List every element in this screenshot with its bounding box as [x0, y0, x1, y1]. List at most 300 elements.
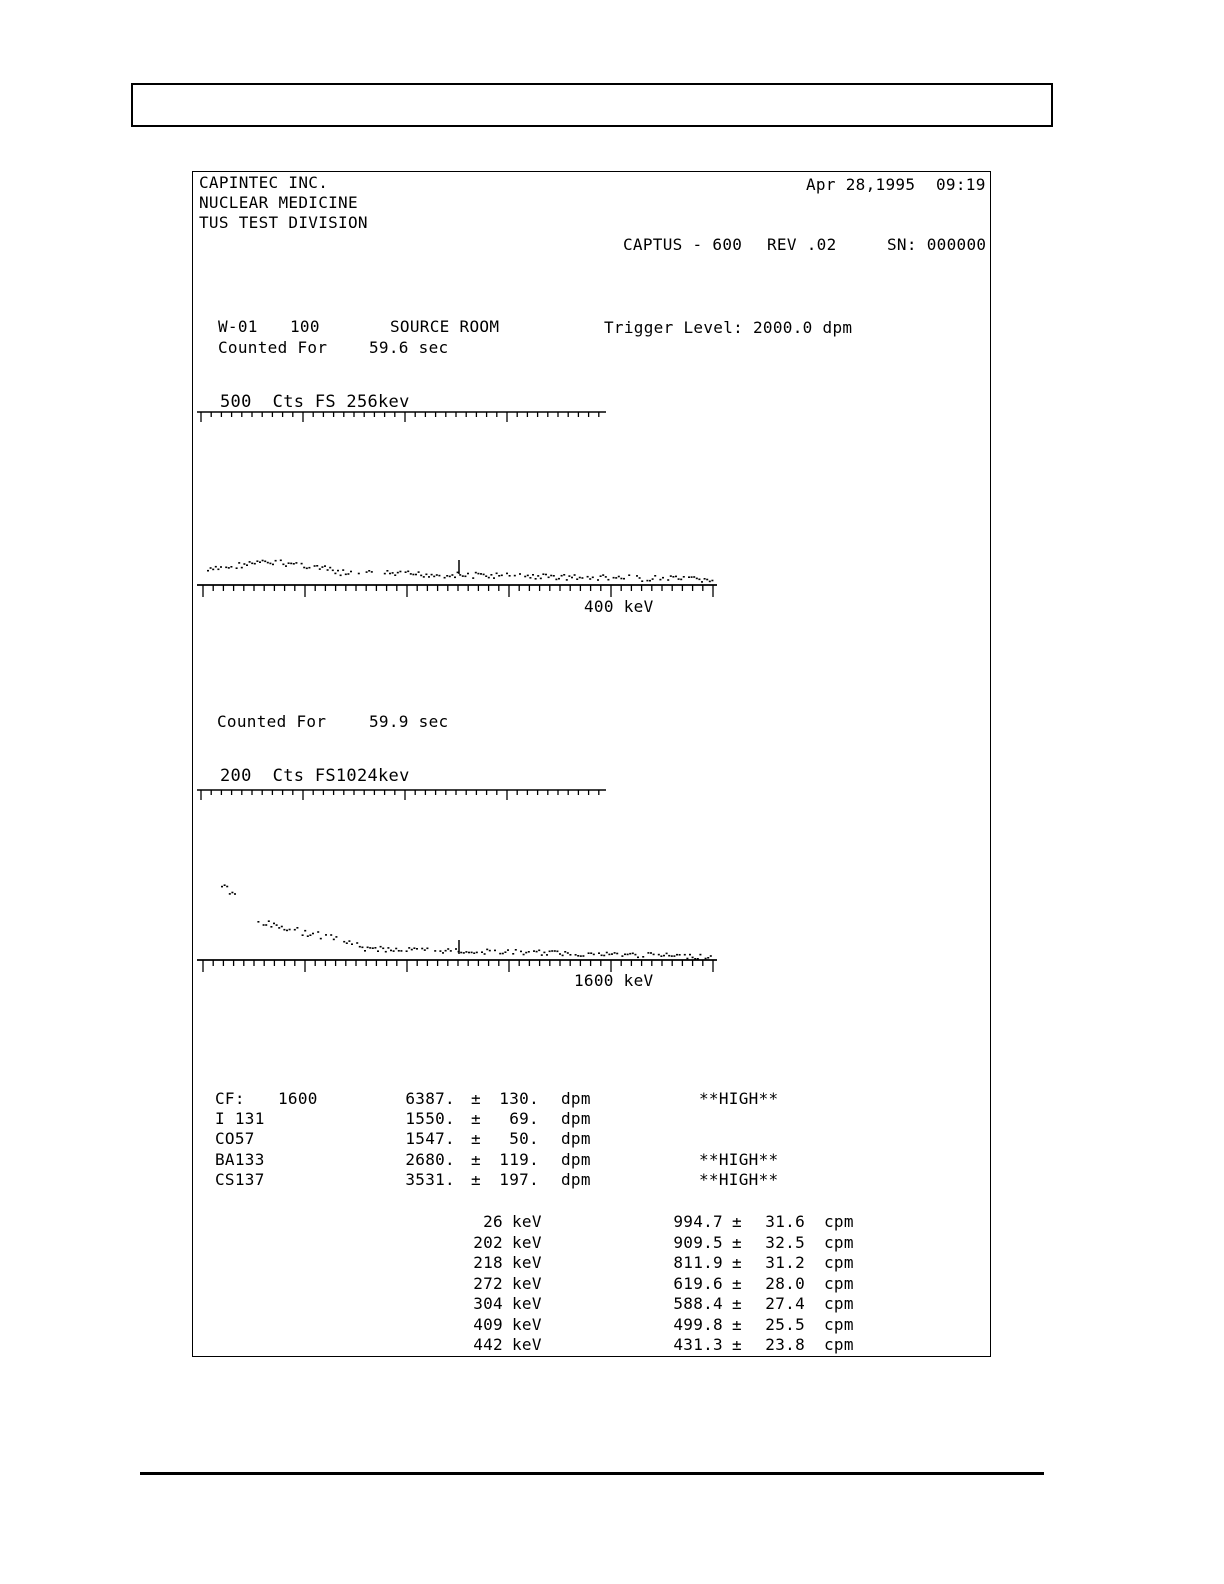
spectrum1-trace-point [269, 563, 271, 565]
page-header-box [131, 83, 1053, 127]
spectrum2-trace-point [673, 955, 675, 957]
energy-value: 431.3 [673, 1335, 723, 1354]
spectrum2-trace-point [575, 954, 577, 956]
spectrum2-trace-point [556, 951, 558, 953]
spectrum2-trace-point [289, 929, 291, 931]
spectrum1-trace-point [220, 566, 222, 568]
spectrum1-trace-point [337, 570, 339, 572]
spectrum2-trace-point [364, 950, 366, 952]
spectrum1-trace-point [519, 573, 521, 575]
spectrum1-trace-point [462, 575, 464, 577]
spectrum2-trace-point [627, 954, 629, 956]
spectrum1-trace-point [711, 580, 713, 582]
spectrum1-trace-point [433, 576, 435, 578]
energy-kev: 218 [473, 1253, 503, 1272]
spectrum2-trace-point [637, 957, 639, 959]
spectrum1-trace-point [589, 578, 591, 580]
spectrum2-trace-point [229, 893, 231, 895]
spectrum1-trace-point [384, 573, 386, 575]
spectrum2-trace-point [374, 947, 376, 949]
spectrum1-trace-point [428, 576, 430, 578]
spectrum1-trace-point [217, 569, 219, 571]
spectrum1-trace-point [587, 576, 589, 578]
result-unit: dpm [561, 1150, 591, 1169]
spectrum1-trace-point [514, 575, 516, 577]
spectrum2-counted-value: 59.9 sec [369, 712, 449, 731]
spectrum2-trace-point [504, 951, 506, 953]
spectrum2-trace-point [442, 952, 444, 954]
spectrum1-counted-value: 59.6 sec [369, 338, 449, 357]
energy-pm: ± [732, 1232, 742, 1252]
spectrum2-trace-point [616, 953, 618, 955]
spectrum2-trace-point [234, 893, 236, 895]
spectrum1-trace-point [550, 575, 552, 577]
spectrum1-trace-point [675, 576, 677, 578]
spectrum1-trace-point [667, 579, 669, 581]
spectrum1-trace-point [215, 566, 217, 568]
spectrum1-trace-point [558, 578, 560, 580]
spectrum1-trace-point [423, 576, 425, 578]
division-name: TUS TEST DIVISION [199, 213, 368, 232]
spectrum1-trace-point [654, 575, 656, 577]
spectrum2-trace-point [668, 955, 670, 957]
spectrum2-trace-point [434, 950, 436, 952]
energy-unit: keV [512, 1253, 542, 1272]
spectrum1-trace-point [251, 563, 253, 565]
result-err: 119. [499, 1150, 539, 1169]
spectrum1-trace-point [386, 570, 388, 572]
spectrum2-trace-point [390, 950, 392, 952]
spectrum2-trace-point [541, 954, 543, 956]
spectrum1-trace-point [334, 573, 336, 575]
energy-unit: keV [512, 1232, 542, 1252]
spectrum1-trace-point [678, 578, 680, 580]
spectrum2-trace-point [372, 947, 374, 949]
spectrum-axes [197, 412, 717, 972]
spectrum2-trace-point [346, 942, 348, 944]
spectrum2-trace-point [624, 954, 626, 956]
spectrum2-trace-point [632, 953, 634, 955]
spectrum2-trace-point [676, 954, 678, 956]
spectrum1-trace-point [306, 568, 308, 570]
spectrum1-trace-point [449, 576, 451, 578]
spectrum2-trace-point [411, 949, 413, 951]
spectrum1-trace-point [628, 574, 630, 576]
spectrum2-trace-point [562, 955, 564, 957]
spectrum2-trace-point [567, 952, 569, 954]
energy-kev: 409 [473, 1314, 503, 1334]
spectrum2-trace-point [684, 954, 686, 956]
spectrum1-trace-point [407, 571, 409, 573]
spectrum1-trace-point [563, 574, 565, 576]
spectrum1-trace-point [566, 579, 568, 581]
spectrum2-trace-point [398, 950, 400, 952]
spectrum2-trace-point [569, 954, 571, 956]
spectrum1-trace-point [275, 560, 277, 562]
spectrum1-trace-point [649, 580, 651, 582]
spectrum2-trace-point [658, 954, 660, 956]
result-value: 3531. [405, 1170, 455, 1189]
spectrum2-trace-point [515, 949, 517, 951]
energy-cunit: cpm [824, 1253, 854, 1272]
spectrum2-trace-point [226, 886, 228, 888]
spectrum1-trace-point [579, 577, 581, 579]
spectrum2-trace-point [387, 947, 389, 949]
spectrum2-trace-point [351, 943, 353, 945]
spectrum1-trace-point [636, 575, 638, 577]
spectrum1-trace-point [446, 575, 448, 577]
spectrum1-trace-point [524, 576, 526, 578]
sample-location: SOURCE ROOM [390, 317, 500, 336]
spectrum2-trace-point [582, 955, 584, 957]
spectrum2-trace-point [231, 892, 233, 894]
spectrum2-trace-point [507, 949, 509, 951]
result-pm: ± [471, 1089, 481, 1108]
spectrum2-trace-point [614, 952, 616, 954]
spectrum1-trace-point [618, 576, 620, 578]
energy-pm: ± [732, 1335, 742, 1354]
spectrum1-trace-point [256, 560, 258, 562]
spectrum2-trace-point [312, 933, 314, 935]
spectrum2-trace-point [408, 947, 410, 949]
spectrum1-trace-point [464, 576, 466, 578]
spectrum1-trace-point [561, 575, 563, 577]
spectrum2-trace-point [369, 947, 371, 949]
spectrum2-trace-point [330, 934, 332, 936]
spectrum2-trace-point [473, 952, 475, 954]
spectrum1-axis-label: 400 keV [584, 597, 654, 616]
result-unit: dpm [561, 1109, 591, 1128]
result-value: 1547. [405, 1129, 455, 1148]
result-flag: **HIGH** [699, 1089, 779, 1108]
spectrum2-trace-point [601, 955, 603, 957]
spectrum1-trace-point [571, 577, 573, 579]
spectrum1-trace-point [527, 575, 529, 577]
spectrum2-trace-point [593, 954, 595, 956]
spectrum-printout [192, 171, 991, 1357]
spectrum2-trace-point [281, 926, 283, 928]
spectrum2-trace-point [679, 954, 681, 956]
spectrum1-trace-point [324, 565, 326, 567]
spectrum2-trace-point [481, 951, 483, 953]
spectrum2-trace-point [224, 884, 226, 886]
spectrum1-trace-point [704, 578, 706, 580]
spectrum1-trace-point [321, 566, 323, 568]
spectrum2-trace-point [520, 951, 522, 953]
energy-cunit: cpm [824, 1335, 854, 1354]
spectrum2-trace-point [603, 955, 605, 957]
result-err: 69. [509, 1109, 539, 1128]
energy-value: 588.4 [673, 1294, 723, 1313]
spectrum1-trace-point [238, 562, 240, 564]
spectrum2-trace-point [413, 947, 415, 949]
spectrum2-trace-point [502, 953, 504, 955]
spectrum2-trace-point [564, 951, 566, 953]
spectrum1-trace-point [483, 574, 485, 576]
spectrum2-trace-point [265, 924, 267, 926]
spectrum2-trace-point [343, 941, 345, 943]
spectrum2-trace-point [447, 948, 449, 950]
spectrum1-trace-point [329, 567, 331, 569]
spectrum1-trace-point [397, 572, 399, 574]
result-pm: ± [471, 1109, 481, 1128]
spectrum2-trace-point [356, 942, 358, 944]
spectrum2-trace-point [697, 958, 699, 960]
print-date: Apr 28,1995 [806, 175, 916, 194]
spectrum2-trace-point [546, 954, 548, 956]
spectrum2-trace-point [439, 950, 441, 952]
result-pm: ± [471, 1150, 481, 1169]
result-flag: **HIGH** [699, 1150, 779, 1169]
spectrum2-axis-label: 1600 keV [574, 971, 654, 990]
spectrum2-trace-point [455, 948, 457, 950]
spectrum1-trace-point [535, 578, 537, 580]
spectrum1-trace-point [246, 564, 248, 566]
result-value: 1550. [405, 1109, 455, 1128]
energy-kev: 202 [473, 1232, 503, 1252]
result-unit: dpm [561, 1089, 591, 1108]
spectrum2-trace-point [554, 950, 556, 952]
energy-pm: ± [732, 1294, 742, 1313]
spectrum2-trace-point [611, 953, 613, 955]
result-err: 130. [499, 1089, 539, 1108]
spectrum1-trace-point [568, 575, 570, 577]
energy-err: 32.5 [765, 1232, 805, 1252]
spectrum2-trace-point [460, 952, 462, 954]
result-err: 197. [499, 1170, 539, 1189]
spectrum-plots [193, 172, 989, 1355]
energy-pm: ± [732, 1314, 742, 1334]
spectrum1-trace-point [475, 572, 477, 574]
spectrum1-trace-point [262, 560, 264, 562]
spectrum1-trace-point [485, 575, 487, 577]
spectrum2-trace-point [689, 954, 691, 956]
result-name: CO57 [215, 1129, 255, 1148]
spectrum1-trace-point [597, 579, 599, 581]
spectrum2-trace-point [304, 930, 306, 932]
spectrum2-trace-point [551, 950, 553, 952]
spectrum-traces [207, 560, 713, 960]
spectrum2-trace-point [608, 954, 610, 956]
footer-rule [140, 1472, 1044, 1475]
spectrum2-trace-point [536, 951, 538, 953]
company-name: CAPINTEC INC. [199, 173, 329, 192]
spectrum1-trace-point [454, 577, 456, 579]
energy-cunit: cpm [824, 1314, 854, 1334]
spectrum2-trace-point [268, 920, 270, 922]
result-name: I 131 [215, 1109, 265, 1128]
spectrum2-trace-point [335, 936, 337, 938]
spectrum2-trace-point [489, 950, 491, 952]
spectrum2-trace-point [606, 952, 608, 954]
spectrum1-trace-point [615, 577, 617, 579]
spectrum2-trace-point [320, 938, 322, 940]
spectrum1-trace-point [553, 575, 555, 577]
energy-unit: keV [512, 1273, 542, 1293]
spectrum1-trace-point [259, 561, 261, 563]
spectrum1-trace-point [316, 565, 318, 567]
energy-pm: ± [732, 1212, 742, 1231]
spectrum1-trace-point [236, 567, 238, 569]
spectrum2-trace-point [559, 953, 561, 955]
spectrum1-trace-point [340, 575, 342, 577]
result-value: 6387. [405, 1089, 455, 1108]
spectrum1-trace-point [545, 574, 547, 576]
spectrum1-trace-point [662, 577, 664, 579]
spectrum2-trace-point [273, 923, 275, 925]
spectrum1-trace-point [623, 578, 625, 580]
spectrum1-trace-point [493, 577, 495, 579]
spectrum1-trace-point [431, 574, 433, 576]
spectrum1-trace-point [207, 570, 209, 572]
spectrum1-trace-point [607, 579, 609, 581]
spectrum1-trace-point [436, 574, 438, 576]
spectrum2-trace-point [221, 886, 223, 888]
spectrum1-trace-point [264, 561, 266, 563]
spectrum1-scale-label: 500 Cts FS 256kev [220, 392, 410, 412]
spectrum1-trace-point [212, 569, 214, 571]
spectrum2-trace-point [484, 953, 486, 955]
spectrum2-trace-point [634, 954, 636, 956]
spectrum2-trace-point [445, 950, 447, 952]
spectrum1-trace-point [350, 571, 352, 573]
spectrum2-trace-point [426, 948, 428, 950]
spectrum1-trace-point [280, 560, 282, 562]
energy-err: 31.2 [765, 1253, 805, 1272]
spectrum1-trace-point [620, 578, 622, 580]
spectrum1-trace-point [709, 581, 711, 583]
spectrum1-trace-point [399, 571, 401, 573]
spectrum2-trace-point [286, 930, 288, 932]
spectrum1-trace-point [249, 561, 251, 563]
spectrum2-trace-point [686, 958, 688, 960]
result-cf: 1600 [278, 1089, 318, 1108]
spectrum2-trace-point [406, 950, 408, 952]
spectrum2-trace-point [699, 954, 701, 956]
spectrum1-trace-point [537, 575, 539, 577]
spectrum1-trace-point [368, 570, 370, 572]
trigger-level: Trigger Level: 2000.0 dpm [604, 318, 853, 337]
spectrum2-trace-point [538, 950, 540, 952]
spectrum1-trace-point [241, 567, 243, 569]
department-name: NUCLEAR MEDICINE [199, 193, 358, 212]
spectrum1-trace-point [600, 575, 602, 577]
spectrum1-trace-point [327, 569, 329, 571]
spectrum1-trace-point [282, 564, 284, 566]
spectrum1-trace-point [394, 574, 396, 576]
spectrum1-trace-point [230, 566, 232, 568]
result-name: CS137 [215, 1170, 265, 1189]
spectrum1-trace-point [472, 577, 474, 579]
spectrum2-trace-point [523, 954, 525, 956]
spectrum2-trace-point [302, 934, 304, 936]
spectrum2-trace-point [465, 951, 467, 953]
spectrum2-trace-point [416, 948, 418, 950]
spectrum1-trace-point [342, 569, 344, 571]
energy-unit: keV [512, 1335, 542, 1354]
spectrum2-trace-point [621, 955, 623, 957]
spectrum1-trace-point [228, 567, 230, 569]
energy-value: 499.8 [673, 1314, 723, 1334]
spectrum1-trace-point [288, 562, 290, 564]
spectrum2-trace-point [486, 949, 488, 951]
spectrum1-trace-point [358, 573, 360, 575]
spectrum2-trace-point [361, 947, 363, 949]
spectrum2-trace-point [463, 952, 465, 954]
spectrum2-trace-point [533, 950, 535, 952]
spectrum2-trace-point [694, 958, 696, 960]
spectrum2-trace-point [528, 951, 530, 953]
spectrum2-trace-point [629, 953, 631, 955]
spectrum2-trace-point [325, 934, 327, 936]
spectrum1-trace-point [389, 573, 391, 575]
energy-value: 619.6 [673, 1273, 723, 1293]
energy-err: 25.5 [765, 1314, 805, 1334]
spectrum2-trace-point [476, 952, 478, 954]
spectrum1-trace-point [308, 567, 310, 569]
energy-unit: keV [512, 1314, 542, 1334]
energy-err: 28.0 [765, 1273, 805, 1293]
energy-kev: 272 [473, 1273, 503, 1293]
spectrum1-trace-point [670, 575, 672, 577]
spectrum2-trace-point [400, 950, 402, 952]
spectrum2-trace-point [650, 952, 652, 954]
spectrum2-trace-point [317, 931, 319, 933]
spectrum2-trace-point [543, 952, 545, 954]
spectrum1-trace-point [548, 577, 550, 579]
spectrum1-trace-point [467, 573, 469, 575]
spectrum1-trace-point [347, 573, 349, 575]
print-time: 09:19 [936, 175, 986, 194]
spectrum1-trace-point [480, 573, 482, 575]
spectrum2-trace-point [499, 953, 501, 955]
instrument-model: CAPTUS - 600 [623, 235, 743, 254]
spectrum1-trace-point [420, 575, 422, 577]
energy-value: 909.5 [673, 1232, 723, 1252]
spectrum2-trace-point [653, 954, 655, 956]
spectrum1-trace-point [295, 562, 297, 564]
result-pm: ± [471, 1129, 481, 1148]
spectrum2-trace-point [707, 957, 709, 959]
spectrum2-trace-point [710, 955, 712, 957]
spectrum1-trace-point [225, 567, 227, 569]
spectrum1-trace-point [509, 575, 511, 577]
spectrum2-trace-point [647, 952, 649, 954]
spectrum1-trace-point [698, 579, 700, 581]
spectrum1-trace-point [501, 575, 503, 577]
spectrum1-trace-point [555, 579, 557, 581]
energy-cunit: cpm [824, 1232, 854, 1252]
instrument-serial: SN: 000000 [887, 235, 987, 254]
spectrum1-trace-point [301, 563, 303, 565]
energy-kev: 26 [483, 1212, 503, 1231]
energy-unit: keV [512, 1294, 542, 1313]
result-unit: dpm [561, 1170, 591, 1189]
spectrum1-trace-point [646, 580, 648, 582]
result-flag: **HIGH** [699, 1170, 779, 1189]
spectrum2-trace-point [333, 939, 335, 941]
spectrum1-trace-point [701, 581, 703, 583]
spectrum1-trace-point [477, 573, 479, 575]
spectrum1-trace-point [444, 577, 446, 579]
spectrum1-trace-point [290, 563, 292, 565]
result-name: CF: [215, 1089, 245, 1108]
spectrum2-trace-point [276, 924, 278, 926]
spectrum1-trace-point [272, 564, 274, 566]
spectrum2-trace-point [421, 948, 423, 950]
spectrum1-trace-point [459, 574, 461, 576]
spectrum2-trace-point [393, 950, 395, 952]
